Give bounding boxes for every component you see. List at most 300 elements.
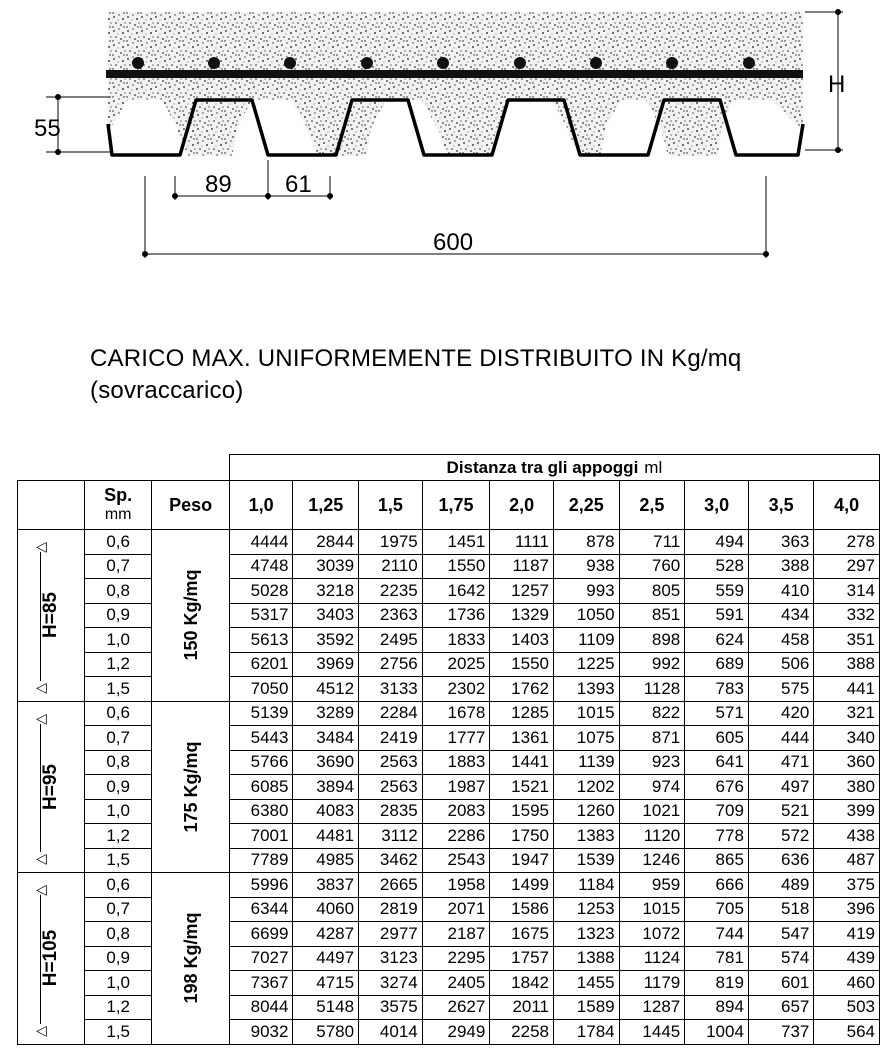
load-value-cell: 1521 xyxy=(490,775,554,800)
load-value-cell: 2284 xyxy=(359,701,423,726)
thickness-cell: 0,6 xyxy=(84,701,151,726)
load-value-cell: 321 xyxy=(814,701,880,726)
load-value-cell: 3462 xyxy=(359,848,423,873)
load-value-cell: 420 xyxy=(748,701,813,726)
load-value-cell: 1184 xyxy=(554,873,620,898)
table-row xyxy=(18,1020,880,1045)
load-value-cell: 1403 xyxy=(490,628,554,653)
load-value-cell: 1285 xyxy=(490,701,554,726)
load-value-cell: 3894 xyxy=(293,775,359,800)
load-value-cell: 1388 xyxy=(554,946,620,971)
span-column-header: 1,25 xyxy=(293,481,359,530)
group-height-cell xyxy=(18,873,85,1045)
load-value-cell: 575 xyxy=(748,677,813,702)
table-row xyxy=(18,848,880,873)
load-value-cell: 1589 xyxy=(554,995,620,1020)
load-value-cell: 574 xyxy=(748,946,813,971)
load-value-cell: 737 xyxy=(748,1020,813,1045)
load-value-cell: 1441 xyxy=(490,750,554,775)
load-value-cell: 2819 xyxy=(359,897,423,922)
load-value-cell: 1762 xyxy=(490,677,554,702)
thickness-cell: 0,8 xyxy=(84,750,151,775)
dim-600-label: 600 xyxy=(433,229,474,256)
load-value-cell: 851 xyxy=(619,603,685,628)
load-value-cell: 2835 xyxy=(359,799,423,824)
load-value-cell: 878 xyxy=(554,530,620,555)
load-value-cell: 4715 xyxy=(293,971,359,996)
load-value-cell: 2563 xyxy=(359,750,423,775)
load-value-cell: 3403 xyxy=(293,603,359,628)
load-value-cell: 1124 xyxy=(619,946,685,971)
group-weight-cell xyxy=(152,701,229,873)
table-row xyxy=(18,775,880,800)
load-value-cell: 434 xyxy=(748,603,813,628)
load-value-cell: 5317 xyxy=(229,603,293,628)
load-value-cell: 441 xyxy=(814,677,880,702)
load-value-cell: 5028 xyxy=(229,579,293,604)
group-weight-cell xyxy=(152,530,229,702)
load-value-cell: 6380 xyxy=(229,799,293,824)
load-value-cell: 1361 xyxy=(490,726,554,751)
load-value-cell: 9032 xyxy=(229,1020,293,1045)
arrow-left-icon: ◁ xyxy=(36,709,47,726)
load-value-cell: 572 xyxy=(748,824,813,849)
thickness-cell: 1,0 xyxy=(84,799,151,824)
load-value-cell: 3039 xyxy=(293,554,359,579)
load-value-cell: 1586 xyxy=(490,897,554,922)
load-value-cell: 351 xyxy=(814,628,880,653)
load-value-cell: 528 xyxy=(685,554,749,579)
dim-55-label: 55 xyxy=(34,115,61,142)
load-value-cell: 783 xyxy=(685,677,749,702)
load-value-cell: 506 xyxy=(748,652,813,677)
load-value-cell: 1179 xyxy=(619,971,685,996)
arrow-left-icon: ◁ xyxy=(36,850,47,866)
span-column-header: 2,0 xyxy=(490,481,554,530)
load-value-cell: 1128 xyxy=(619,677,685,702)
table-row xyxy=(18,995,880,1020)
load-value-cell: 1246 xyxy=(619,848,685,873)
load-value-cell: 363 xyxy=(748,530,813,555)
load-value-cell: 438 xyxy=(814,824,880,849)
load-value-cell: 1833 xyxy=(422,628,490,653)
load-value-cell: 3289 xyxy=(293,701,359,726)
load-value-cell: 822 xyxy=(619,701,685,726)
load-value-cell: 898 xyxy=(619,628,685,653)
load-value-cell: 744 xyxy=(685,922,749,947)
load-value-cell: 1323 xyxy=(554,922,620,947)
load-value-cell: 1455 xyxy=(554,971,620,996)
load-value-cell: 1015 xyxy=(554,701,620,726)
table-title xyxy=(90,343,741,407)
load-value-cell: 2110 xyxy=(359,554,423,579)
table-row xyxy=(18,824,880,849)
blank-corner xyxy=(18,455,230,481)
load-value-cell: 993 xyxy=(554,579,620,604)
load-value-cell: 657 xyxy=(748,995,813,1020)
load-value-cell: 6699 xyxy=(229,922,293,947)
span-column-header: 3,0 xyxy=(685,481,749,530)
group-height-label: H=95 xyxy=(41,761,61,813)
load-value-cell: 388 xyxy=(748,554,813,579)
span-header xyxy=(229,455,879,481)
arrow-left-icon: ◁ xyxy=(36,1021,47,1038)
load-value-cell: 489 xyxy=(748,873,813,898)
load-value-cell: 1539 xyxy=(554,848,620,873)
load-value-cell: 2419 xyxy=(359,726,423,751)
load-value-cell: 6201 xyxy=(229,652,293,677)
dim-h-label: H xyxy=(828,71,846,98)
sp-header-unit: mm xyxy=(104,506,132,523)
load-value-cell: 6085 xyxy=(229,775,293,800)
load-value-cell: 340 xyxy=(814,726,880,751)
load-value-cell: 332 xyxy=(814,603,880,628)
load-value-cell: 2949 xyxy=(422,1020,490,1045)
load-value-cell: 1736 xyxy=(422,603,490,628)
group-height-cell xyxy=(18,701,85,873)
load-value-cell: 4014 xyxy=(359,1020,423,1045)
load-value-cell: 1958 xyxy=(422,873,490,898)
thickness-cell: 0,8 xyxy=(84,922,151,947)
load-value-cell: 2187 xyxy=(422,922,490,947)
table-row xyxy=(18,530,880,555)
table-row xyxy=(18,628,880,653)
load-value-cell: 871 xyxy=(619,726,685,751)
load-value-cell: 7367 xyxy=(229,971,293,996)
table-row xyxy=(18,726,880,751)
load-value-cell: 396 xyxy=(814,897,880,922)
load-value-cell: 419 xyxy=(814,922,880,947)
load-value-cell: 2258 xyxy=(490,1020,554,1045)
rebar-line xyxy=(106,70,803,78)
table-row xyxy=(18,799,880,824)
load-value-cell: 5780 xyxy=(293,1020,359,1045)
load-value-cell: 1383 xyxy=(554,824,620,849)
arrow-left-icon: ◁ xyxy=(36,881,47,897)
span-column-header: 1,5 xyxy=(359,481,423,530)
thickness-cell: 0,9 xyxy=(84,775,151,800)
thickness-cell: 1,0 xyxy=(84,971,151,996)
load-value-cell: 1842 xyxy=(490,971,554,996)
load-value-cell: 4444 xyxy=(229,530,293,555)
load-value-cell: 314 xyxy=(814,579,880,604)
load-value-cell: 923 xyxy=(619,750,685,775)
span-column-header: 1,0 xyxy=(229,481,293,530)
load-value-cell: 503 xyxy=(814,995,880,1020)
load-value-cell: 2844 xyxy=(293,530,359,555)
load-value-cell: 938 xyxy=(554,554,620,579)
load-value-cell: 705 xyxy=(685,897,749,922)
load-value-cell: 2286 xyxy=(422,824,490,849)
load-value-cell: 709 xyxy=(685,799,749,824)
load-value-cell: 1784 xyxy=(554,1020,620,1045)
load-value-cell: 4481 xyxy=(293,824,359,849)
load-value-cell: 1253 xyxy=(554,897,620,922)
load-value-cell: 1120 xyxy=(619,824,685,849)
span-column-header: 2,25 xyxy=(554,481,620,530)
load-value-cell: 778 xyxy=(685,824,749,849)
load-value-cell: 1550 xyxy=(422,554,490,579)
load-value-cell: 894 xyxy=(685,995,749,1020)
load-value-cell: 2756 xyxy=(359,652,423,677)
thickness-cell: 1,0 xyxy=(84,628,151,653)
span-column-header: 1,75 xyxy=(422,481,490,530)
group-height-label: H=85 xyxy=(41,589,61,641)
load-value-cell: 2405 xyxy=(422,971,490,996)
load-value-cell: 1050 xyxy=(554,603,620,628)
table-row xyxy=(18,897,880,922)
load-value-cell: 819 xyxy=(685,971,749,996)
load-value-cell: 360 xyxy=(814,750,880,775)
load-value-cell: 1111 xyxy=(490,530,554,555)
table-row xyxy=(18,922,880,947)
deck-section-diagram xyxy=(0,0,880,300)
load-table xyxy=(17,454,880,1045)
load-value-cell: 636 xyxy=(748,848,813,873)
load-value-cell: 7001 xyxy=(229,824,293,849)
thickness-cell: 0,7 xyxy=(84,726,151,751)
load-value-cell: 375 xyxy=(814,873,880,898)
load-value-cell: 5996 xyxy=(229,873,293,898)
thickness-cell: 1,5 xyxy=(84,1020,151,1045)
load-value-cell: 2627 xyxy=(422,995,490,1020)
sp-header xyxy=(84,481,151,530)
table-row xyxy=(18,750,880,775)
load-value-cell: 1947 xyxy=(490,848,554,873)
load-value-cell: 1225 xyxy=(554,652,620,677)
load-value-cell: 458 xyxy=(748,628,813,653)
load-value-cell: 865 xyxy=(685,848,749,873)
load-value-cell: 3484 xyxy=(293,726,359,751)
load-value-cell: 399 xyxy=(814,799,880,824)
table-row xyxy=(18,603,880,628)
load-value-cell: 564 xyxy=(814,1020,880,1045)
load-value-cell: 1004 xyxy=(685,1020,749,1045)
load-value-cell: 7027 xyxy=(229,946,293,971)
table-row xyxy=(18,579,880,604)
peso-header: Peso xyxy=(152,481,229,530)
load-value-cell: 1678 xyxy=(422,701,490,726)
load-value-cell: 521 xyxy=(748,799,813,824)
load-value-cell: 1642 xyxy=(422,579,490,604)
load-value-cell: 1075 xyxy=(554,726,620,751)
load-value-cell: 1750 xyxy=(490,824,554,849)
load-value-cell: 559 xyxy=(685,579,749,604)
load-value-cell: 1987 xyxy=(422,775,490,800)
group-weight-label: 175 Kg/mq xyxy=(180,741,201,833)
span-column-header: 2,5 xyxy=(619,481,685,530)
load-value-cell: 1975 xyxy=(359,530,423,555)
group-height-label: H=105 xyxy=(41,927,61,990)
thickness-cell: 1,5 xyxy=(84,677,151,702)
load-value-cell: 3592 xyxy=(293,628,359,653)
span-header-text: Distanza tra gli appoggi xyxy=(446,457,639,477)
load-value-cell: 760 xyxy=(619,554,685,579)
load-value-cell: 1021 xyxy=(619,799,685,824)
load-value-cell: 1187 xyxy=(490,554,554,579)
load-value-cell: 3112 xyxy=(359,824,423,849)
load-value-cell: 992 xyxy=(619,652,685,677)
load-value-cell: 666 xyxy=(685,873,749,898)
load-value-cell: 2363 xyxy=(359,603,423,628)
load-value-cell: 1757 xyxy=(490,946,554,971)
load-value-cell: 591 xyxy=(685,603,749,628)
load-value-cell: 2563 xyxy=(359,775,423,800)
thickness-cell: 0,6 xyxy=(84,873,151,898)
load-value-cell: 3837 xyxy=(293,873,359,898)
load-value-cell: 439 xyxy=(814,946,880,971)
group-height-cell xyxy=(18,530,85,702)
group-weight-cell xyxy=(152,873,229,1045)
load-value-cell: 444 xyxy=(748,726,813,751)
load-value-cell: 1777 xyxy=(422,726,490,751)
load-value-cell: 518 xyxy=(748,897,813,922)
load-value-cell: 3218 xyxy=(293,579,359,604)
load-value-cell: 1015 xyxy=(619,897,685,922)
table-row xyxy=(18,873,880,898)
load-value-cell: 2665 xyxy=(359,873,423,898)
load-value-cell: 460 xyxy=(814,971,880,996)
load-value-cell: 6344 xyxy=(229,897,293,922)
load-value-cell: 494 xyxy=(685,530,749,555)
load-value-cell: 5148 xyxy=(293,995,359,1020)
load-value-cell: 1072 xyxy=(619,922,685,947)
table-row xyxy=(18,554,880,579)
span-header-row xyxy=(18,455,880,481)
load-value-cell: 1202 xyxy=(554,775,620,800)
load-value-cell: 1109 xyxy=(554,628,620,653)
load-value-cell: 2543 xyxy=(422,848,490,873)
group-weight-label: 150 Kg/mq xyxy=(180,569,201,661)
load-value-cell: 781 xyxy=(685,946,749,971)
load-value-cell: 3123 xyxy=(359,946,423,971)
load-value-cell: 641 xyxy=(685,750,749,775)
load-value-cell: 605 xyxy=(685,726,749,751)
load-value-cell: 2235 xyxy=(359,579,423,604)
thickness-cell: 0,9 xyxy=(84,946,151,971)
load-value-cell: 2083 xyxy=(422,799,490,824)
load-value-cell: 4985 xyxy=(293,848,359,873)
load-value-cell: 2302 xyxy=(422,677,490,702)
arrow-left-icon: ◁ xyxy=(36,678,47,695)
load-value-cell: 380 xyxy=(814,775,880,800)
load-value-cell: 388 xyxy=(814,652,880,677)
load-value-cell: 4497 xyxy=(293,946,359,971)
group-header-cell xyxy=(18,481,85,530)
load-value-cell: 5613 xyxy=(229,628,293,653)
load-value-cell: 1139 xyxy=(554,750,620,775)
load-value-cell: 2495 xyxy=(359,628,423,653)
load-value-cell: 278 xyxy=(814,530,880,555)
dim-89-label: 89 xyxy=(205,171,232,198)
load-value-cell: 1595 xyxy=(490,799,554,824)
load-value-cell: 676 xyxy=(685,775,749,800)
load-value-cell: 974 xyxy=(619,775,685,800)
load-value-cell: 2071 xyxy=(422,897,490,922)
load-value-cell: 547 xyxy=(748,922,813,947)
load-value-cell: 3575 xyxy=(359,995,423,1020)
load-value-cell: 4083 xyxy=(293,799,359,824)
load-value-cell: 5139 xyxy=(229,701,293,726)
load-value-cell: 805 xyxy=(619,579,685,604)
load-value-cell: 497 xyxy=(748,775,813,800)
table-row xyxy=(18,946,880,971)
load-value-cell: 3274 xyxy=(359,971,423,996)
load-value-cell: 2011 xyxy=(490,995,554,1020)
load-value-cell: 1260 xyxy=(554,799,620,824)
load-value-cell: 487 xyxy=(814,848,880,873)
thickness-cell: 0,6 xyxy=(84,530,151,555)
load-value-cell: 1451 xyxy=(422,530,490,555)
thickness-cell: 1,5 xyxy=(84,848,151,873)
load-value-cell: 689 xyxy=(685,652,749,677)
table-row xyxy=(18,677,880,702)
load-value-cell: 4512 xyxy=(293,677,359,702)
load-value-cell: 1550 xyxy=(490,652,554,677)
load-value-cell: 2977 xyxy=(359,922,423,947)
concrete-slab xyxy=(108,12,803,156)
load-value-cell: 1445 xyxy=(619,1020,685,1045)
thickness-cell: 1,2 xyxy=(84,995,151,1020)
load-value-cell: 3969 xyxy=(293,652,359,677)
load-value-cell: 5766 xyxy=(229,750,293,775)
load-value-cell: 7789 xyxy=(229,848,293,873)
span-column-header: 4,0 xyxy=(814,481,880,530)
thickness-cell: 1,2 xyxy=(84,652,151,677)
arrow-left-icon: ◁ xyxy=(36,538,47,554)
load-value-cell: 4060 xyxy=(293,897,359,922)
table-row xyxy=(18,701,880,726)
thickness-cell: 0,7 xyxy=(84,554,151,579)
load-value-cell: 959 xyxy=(619,873,685,898)
load-value-cell: 471 xyxy=(748,750,813,775)
load-value-cell: 297 xyxy=(814,554,880,579)
table-row xyxy=(18,652,880,677)
span-column-header: 3,5 xyxy=(748,481,813,530)
load-value-cell: 1883 xyxy=(422,750,490,775)
load-value-cell: 3690 xyxy=(293,750,359,775)
load-value-cell: 4287 xyxy=(293,922,359,947)
load-value-cell: 1499 xyxy=(490,873,554,898)
thickness-cell: 0,7 xyxy=(84,897,151,922)
load-value-cell: 5443 xyxy=(229,726,293,751)
load-value-cell: 624 xyxy=(685,628,749,653)
group-weight-label: 198 Kg/mq xyxy=(180,912,201,1004)
load-value-cell: 1329 xyxy=(490,603,554,628)
load-value-cell: 2295 xyxy=(422,946,490,971)
load-value-cell: 7050 xyxy=(229,677,293,702)
thickness-cell: 1,2 xyxy=(84,824,151,849)
load-value-cell: 1393 xyxy=(554,677,620,702)
load-value-cell: 571 xyxy=(685,701,749,726)
load-value-cell: 4748 xyxy=(229,554,293,579)
load-value-cell: 1287 xyxy=(619,995,685,1020)
dim-61-label: 61 xyxy=(285,171,312,198)
load-value-cell: 711 xyxy=(619,530,685,555)
load-value-cell: 601 xyxy=(748,971,813,996)
table-row xyxy=(18,971,880,996)
load-value-cell: 3133 xyxy=(359,677,423,702)
span-header-unit: ml xyxy=(644,457,663,477)
thickness-cell: 0,9 xyxy=(84,603,151,628)
load-value-cell: 2025 xyxy=(422,652,490,677)
load-value-cell: 8044 xyxy=(229,995,293,1020)
title-line-1: CARICO MAX. UNIFORMEMENTE DISTRIBUITO IN Kg/mq xyxy=(90,345,742,372)
load-value-cell: 1675 xyxy=(490,922,554,947)
title-line-2: (sovraccarico) xyxy=(90,377,244,404)
load-value-cell: 410 xyxy=(748,579,813,604)
column-header-row xyxy=(18,481,880,530)
